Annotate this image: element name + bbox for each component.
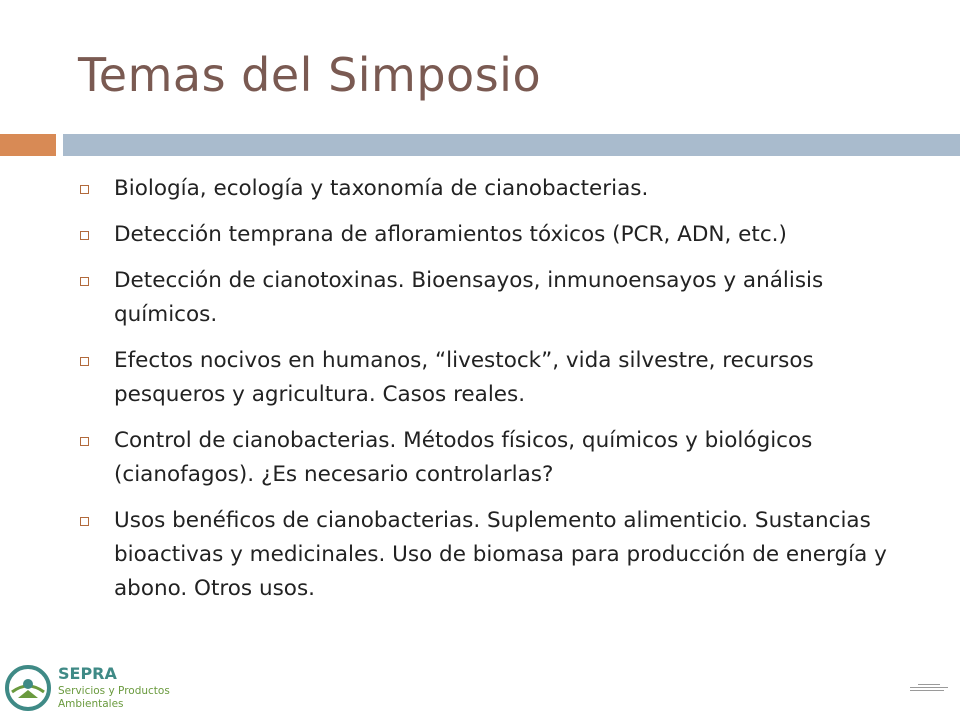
square-bullet-icon (80, 231, 89, 240)
topic-item (78, 264, 928, 332)
topic-text: Usos benéficos de cianobacterias. Suplemento alimenticio. Sustancias bioactivas y medicinales. Uso de biomasa para producción de energía y abono. Otros usos. (114, 508, 887, 601)
topic-item (78, 504, 928, 606)
sepra-logo (4, 662, 204, 718)
logo-subtitle-line: Servicios y Productos (58, 685, 170, 697)
accent-bar-orange (0, 134, 56, 156)
topic-item (78, 218, 928, 252)
topic-text: Biología, ecología y taxonomía de cianobacterias. (114, 176, 649, 201)
accent-bar-blue (63, 134, 960, 156)
topic-list (78, 172, 928, 618)
topic-item (78, 424, 928, 492)
square-bullet-icon (80, 185, 89, 194)
topic-text: Detección temprana de afloramientos tóxicos (PCR, ADN, etc.) (114, 222, 787, 247)
footer-fine-print (910, 684, 948, 696)
logo-subtitle (58, 685, 198, 711)
topic-text: Control de cianobacterias. Métodos físicos, químicos y biológicos (cianofagos). ¿Es necesario controlarlas? (114, 428, 813, 487)
sepra-emblem-icon (4, 664, 52, 712)
square-bullet-icon (80, 517, 89, 526)
topic-item (78, 344, 928, 412)
square-bullet-icon (80, 437, 89, 446)
square-bullet-icon (80, 277, 89, 286)
square-bullet-icon (80, 357, 89, 366)
topic-text: Efectos nocivos en humanos, “livestock”, vida silvestre, recursos pesqueros y agricultura. Casos reales. (114, 348, 814, 407)
slide-title: Temas del Simposio (78, 48, 542, 102)
logo-name: SEPRA (58, 664, 117, 683)
topic-text: Detección de cianotoxinas. Bioensayos, inmunoensayos y análisis químicos. (114, 268, 824, 327)
topic-item (78, 172, 928, 206)
logo-subtitle-line: Ambientales (58, 698, 124, 710)
